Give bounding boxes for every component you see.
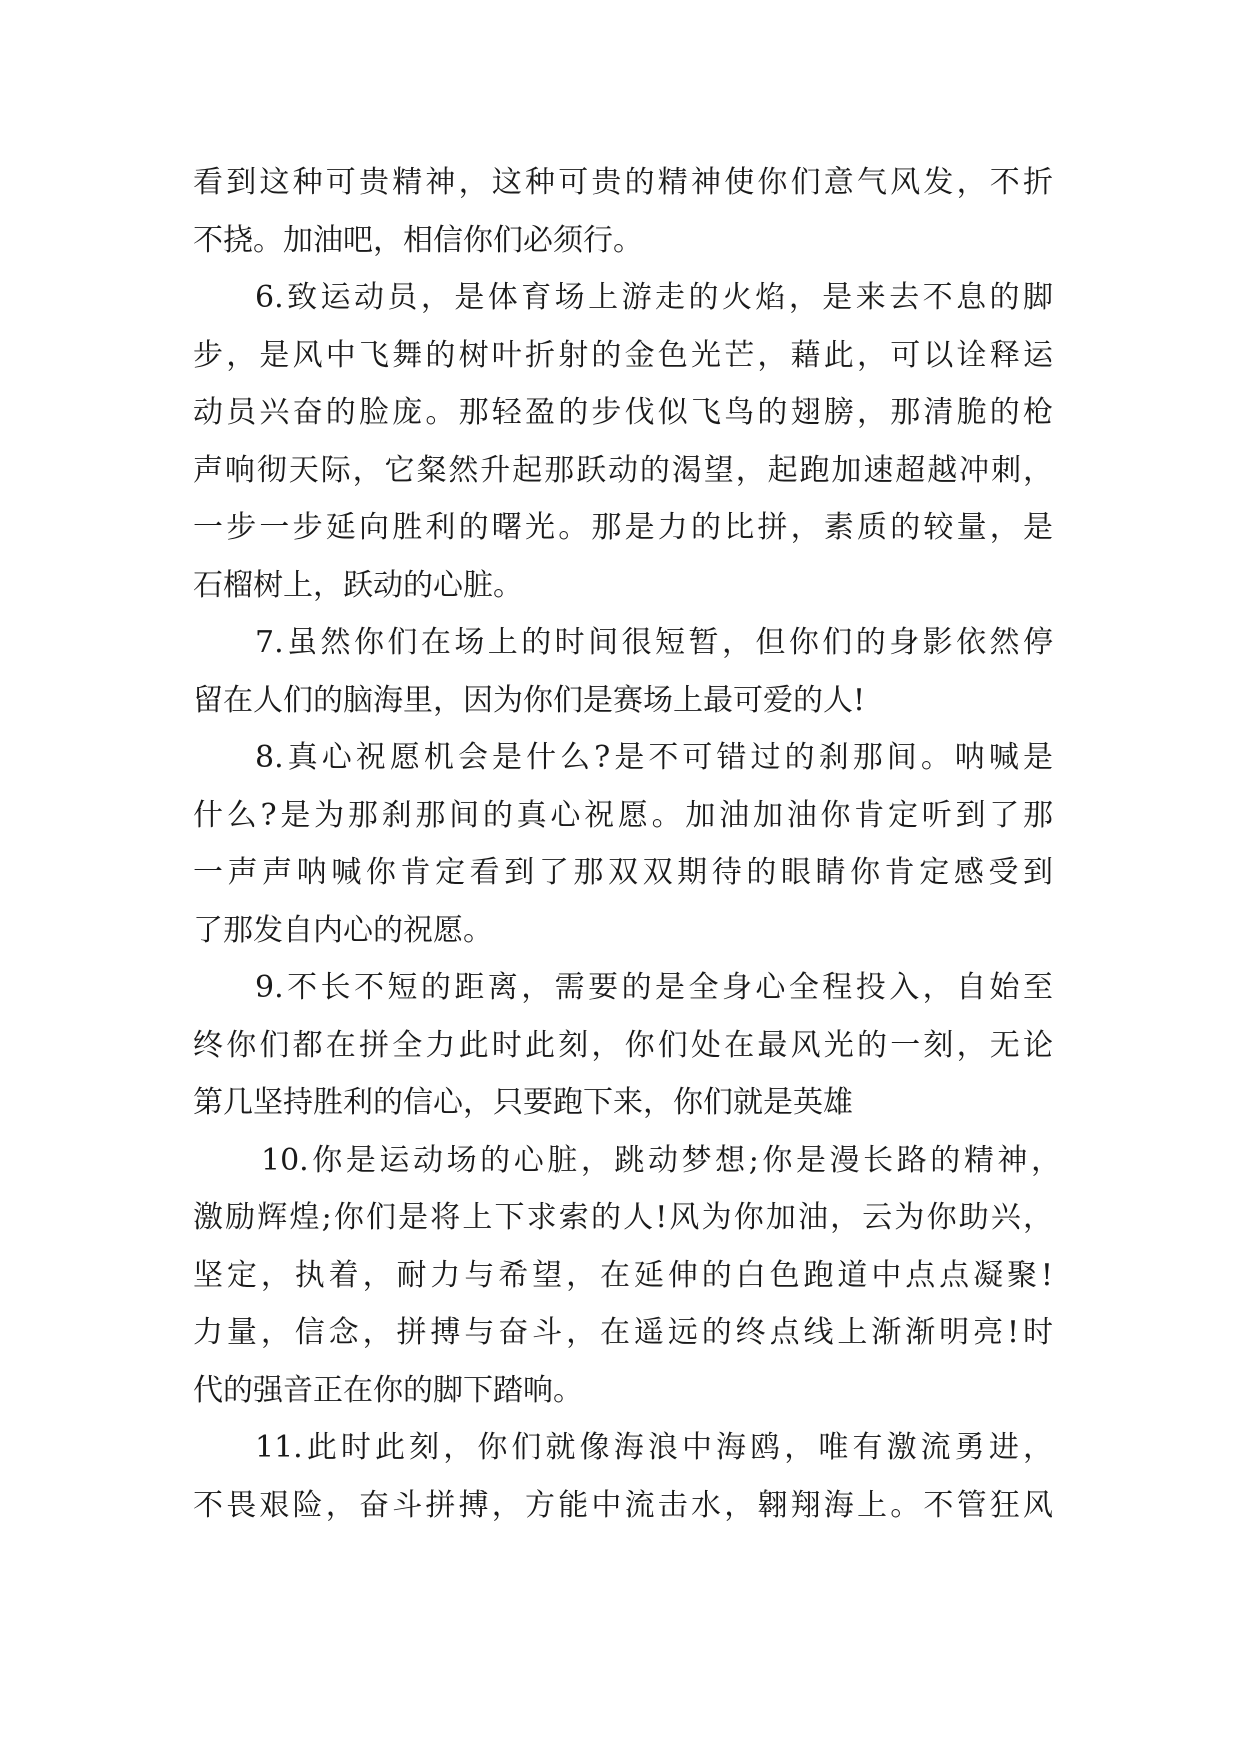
- text-line: 7.虽然你们在场上的时间很短暂，但你们的身影依然停: [255, 625, 1053, 660]
- text-line: 6.致运动员，是体育场上游走的火焰，是来去不息的脚: [255, 280, 1053, 315]
- text-line: 8.真心祝愿机会是什么?是不可错过的刹那间。呐喊是: [255, 740, 1053, 775]
- text-line: 第几坚持胜利的信心，只要跑下来，你们就是英雄: [193, 1085, 853, 1120]
- text-line: 什么?是为那刹那间的真心祝愿。加油加油你肯定听到了那: [193, 798, 1053, 833]
- text-line: 不挠。加油吧，相信你们必须行。: [193, 223, 643, 258]
- text-line: 代的强音正在你的脚下踏响。: [193, 1373, 583, 1408]
- text-line: 不畏艰险，奋斗拼搏，方能中流击水，翱翔海上。不管狂风: [193, 1488, 1053, 1523]
- text-line: 动员兴奋的脸庞。那轻盈的步伐似飞鸟的翅膀，那清脆的枪: [193, 395, 1053, 430]
- text-line: 坚定，执着，耐力与希望，在延伸的白色跑道中点点凝聚!: [193, 1258, 1053, 1293]
- text-line: 声响彻天际，它粲然升起那跃动的渴望，起跑加速超越冲刺，: [193, 453, 1053, 488]
- text-line: 了那发自内心的祝愿。: [193, 913, 493, 948]
- text-line: 11.此时此刻，你们就像海浪中海鸥，唯有激流勇进，: [255, 1430, 1053, 1465]
- text-line: 留在人们的脑海里，因为你们是赛场上最可爱的人!: [193, 683, 866, 718]
- text-line: 石榴树上，跃动的心脏。: [193, 568, 523, 603]
- text-line: 9.不长不短的距离，需要的是全身心全程投入，自始至: [255, 970, 1053, 1005]
- text-line: 一声声呐喊你肯定看到了那双双期待的眼睛你肯定感受到: [193, 855, 1053, 890]
- text-line: 10.你是运动场的心脏，跳动梦想;你是漫长路的精神，: [261, 1143, 1061, 1178]
- text-line: 激励辉煌;你们是将上下求索的人!风为你加油，云为你助兴，: [193, 1200, 1053, 1235]
- text-line: 一步一步延向胜利的曙光。那是力的比拼，素质的较量，是: [193, 510, 1053, 545]
- text-line: 看到这种可贵精神，这种可贵的精神使你们意气风发，不折: [193, 165, 1053, 200]
- text-line: 终你们都在拼全力此时此刻，你们处在最风光的一刻，无论: [193, 1028, 1053, 1063]
- text-line: 步，是风中飞舞的树叶折射的金色光芒，藉此，可以诠释运: [193, 338, 1053, 373]
- text-line: 力量，信念，拼搏与奋斗，在遥远的终点线上渐渐明亮!时: [193, 1315, 1053, 1350]
